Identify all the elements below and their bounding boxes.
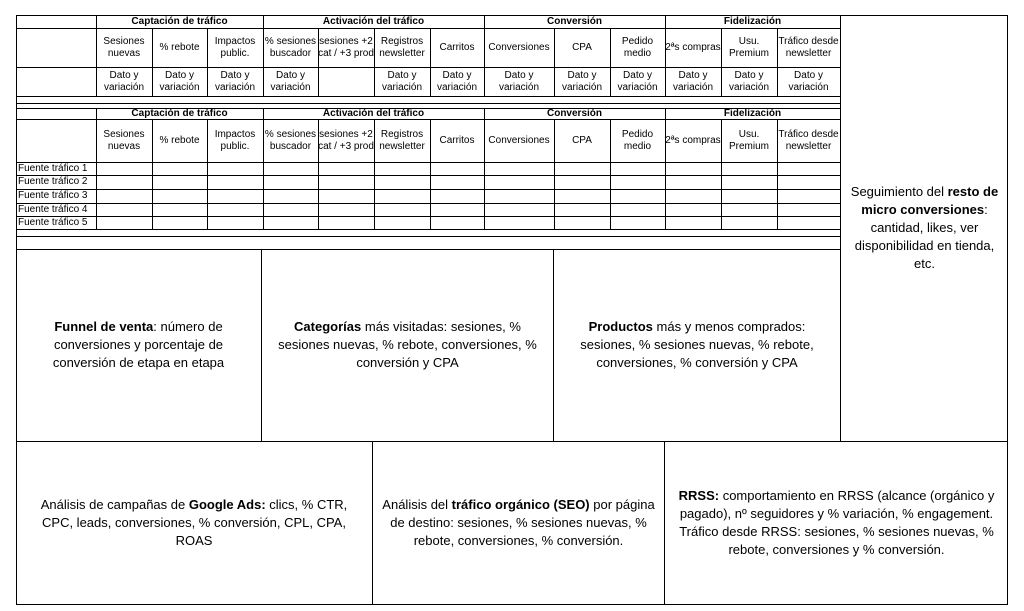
t1-dato-cell: Dato y variación xyxy=(436,69,478,93)
t1-dato-cell: Dato y variación xyxy=(270,69,311,93)
t1-line-end xyxy=(16,103,840,104)
gads-pre: Análisis de campañas de xyxy=(40,497,189,512)
t1-metric-header: Registros newsletter xyxy=(379,35,425,59)
t1-metric-header: Sesiones nuevas xyxy=(103,35,145,59)
t2-metric-header: Tráfico desde newsletter xyxy=(778,128,839,152)
micro-bold: resto de micro conversiones xyxy=(861,184,999,217)
funnel-bold: Funnel de venta xyxy=(54,319,154,334)
gads-post: clics, % CTR, CPC, leads, conversiones, % conversión, CPL, CPA, ROAS xyxy=(42,497,348,548)
t1-metric-header: 2ªs compras xyxy=(665,41,721,53)
source-label: Fuente tráfico 5 xyxy=(18,216,88,228)
t2-metric-header: Pedido medio xyxy=(621,128,654,152)
t2-metric-header: sesiones +2 cat / +3 prod xyxy=(318,128,374,152)
t2-group-header: Conversión xyxy=(546,108,602,119)
seo-pre: Análisis del xyxy=(382,497,452,512)
t2-group-header: Activación del tráfico xyxy=(322,108,425,119)
t1-metric-header: Impactos public. xyxy=(214,35,256,59)
productos-post: más y menos comprados: sesiones, % sesiones nuevas, % rebote, conversiones, % conversión y CPA xyxy=(580,319,814,370)
t1-metric-header: Conversiones xyxy=(488,41,550,53)
seo-bold: tráfico orgánico (SEO) xyxy=(451,497,590,512)
source-label: Fuente tráfico 1 xyxy=(18,162,88,174)
source-label: Fuente tráfico 4 xyxy=(18,203,88,215)
t1-dato-cell: Dato y variación xyxy=(159,69,200,93)
t1-dato-cell: Dato y variación xyxy=(672,69,714,93)
source-label: Fuente tráfico 3 xyxy=(18,190,88,201)
productos-panel xyxy=(554,249,840,441)
source-label: Fuente tráfico 2 xyxy=(18,176,88,187)
t2-line-row xyxy=(16,203,840,204)
rrss-post: comportamiento en RRSS (alcance (orgánico y pagado), nº seguidores y % variación, % engagement. Tráfico desde RRSS: sesiones, % sesiones nuevas, % rebote, conversiones y % conversión. xyxy=(679,488,995,557)
t1-metric-header: CPA xyxy=(572,41,592,53)
t1-group-header: Activación del tráfico xyxy=(322,15,425,27)
seo-post: por página de destino: sesiones, % sesiones nuevas, % rebote, conversiones, % conversión. xyxy=(390,497,655,548)
t2-metric-header: Impactos public. xyxy=(214,128,256,152)
micro-post: : cantidad, likes, ver disponibilidad en tienda, etc. xyxy=(854,202,995,271)
t2-line-row xyxy=(16,162,840,163)
t2-metric-header: % rebote xyxy=(159,134,200,146)
t2-metric-header: CPA xyxy=(572,134,592,146)
micro-conversions-panel xyxy=(840,15,1008,441)
funnel-panel xyxy=(16,249,262,441)
t1-line-dato xyxy=(16,96,840,97)
t2-line-row xyxy=(16,175,840,176)
micro-pre: Seguimiento del xyxy=(850,184,948,199)
t2-metric-header: % sesiones buscador xyxy=(264,128,317,152)
t2-group-header: Fidelización xyxy=(723,108,782,119)
categorias-bold: Categorías xyxy=(294,319,362,334)
funnel-post: : número de conversiones y porcentaje de conversión de etapa en etapa xyxy=(52,319,225,370)
t1-dato-cell: Dato y variación xyxy=(561,69,603,93)
t1-metric-header: Carritos xyxy=(439,41,475,53)
rrss-panel xyxy=(665,441,1008,605)
t2-line-row xyxy=(16,229,840,230)
t2-metric-header: Carritos xyxy=(439,134,475,146)
t2-line-row xyxy=(16,216,840,217)
categorias-panel xyxy=(262,249,554,441)
t2-group-header: Captación de tráfico xyxy=(131,108,228,119)
t1-metric-header: % rebote xyxy=(159,41,200,53)
t2-line-row xyxy=(16,189,840,190)
t1-metric-header: Tráfico desde newsletter xyxy=(778,35,839,59)
t1-metric-header: Usu. Premium xyxy=(728,35,769,59)
t2-metric-header: 2ªs compras xyxy=(665,134,721,146)
seo-panel xyxy=(373,441,665,605)
t1-metric-header: % sesiones buscador xyxy=(264,35,317,59)
t1-group-header: Fidelización xyxy=(723,15,782,27)
t2-metric-header: Conversiones xyxy=(488,134,550,146)
t2-metric-header: Sesiones nuevas xyxy=(103,128,145,152)
t1-dato-cell: Dato y variación xyxy=(381,69,423,93)
t1-dato-cell: Dato y variación xyxy=(498,69,540,93)
productos-bold: Productos xyxy=(588,319,653,334)
t2-line-end xyxy=(16,236,840,237)
t2-metric-header: Registros newsletter xyxy=(379,128,425,152)
t1-metric-header: sesiones +2 cat / +3 prod xyxy=(318,35,374,59)
t1-group-header: Captación de tráfico xyxy=(131,15,228,27)
t1-metric-header: Pedido medio xyxy=(621,35,654,59)
google-ads-panel xyxy=(16,441,373,605)
t1-dato-cell: Dato y variación xyxy=(103,69,145,93)
t2-metric-header: Usu. Premium xyxy=(728,128,769,152)
rrss-bold: RRSS: xyxy=(678,488,720,503)
t1-dato-cell: Dato y variación xyxy=(788,69,829,93)
t1-dato-cell: Dato y variación xyxy=(214,69,256,93)
categorias-post: más visitadas: sesiones, % sesiones nuevas, % rebote, conversiones, % conversión y CPA xyxy=(278,319,537,370)
gads-bold: Google Ads: xyxy=(188,497,266,512)
t1-dato-cell: Dato y variación xyxy=(728,69,770,93)
t1-group-header: Conversión xyxy=(546,15,602,27)
t1-dato-cell: Dato y variación xyxy=(617,69,658,93)
